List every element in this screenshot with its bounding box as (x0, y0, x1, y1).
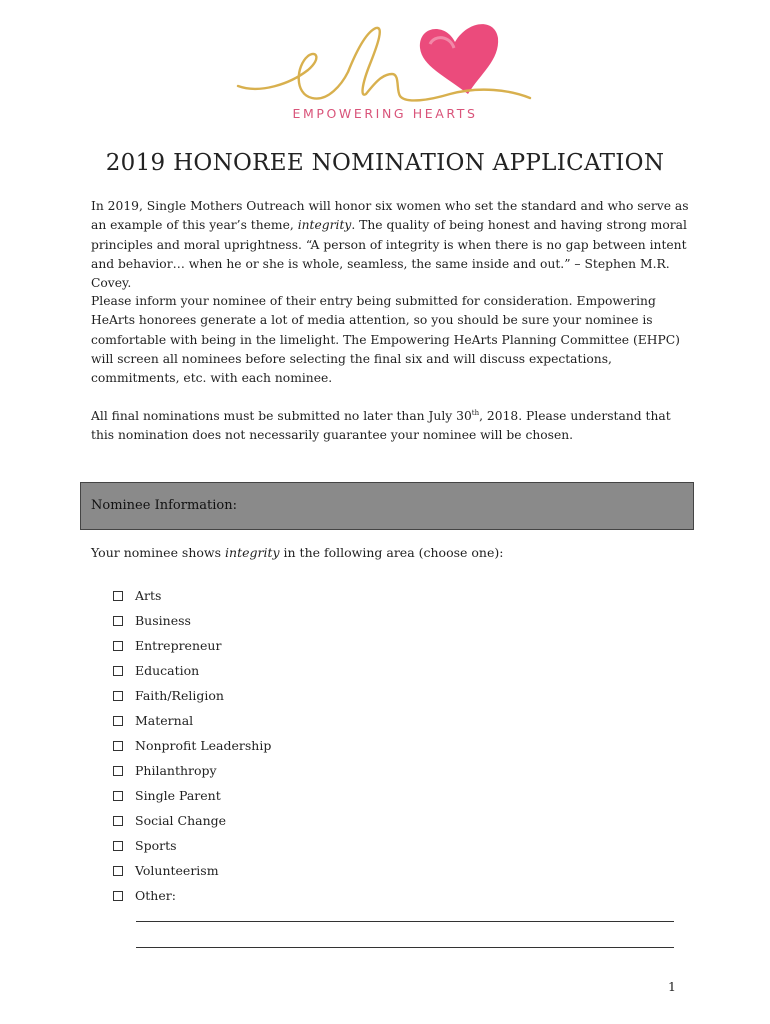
question-text: Your nominee shows (91, 545, 226, 560)
page-number: 1 (668, 979, 676, 994)
option-label: Entrepreneur (135, 638, 222, 653)
other-write-in-line[interactable] (136, 921, 674, 922)
checkbox[interactable] (113, 816, 123, 826)
checkbox[interactable] (113, 766, 123, 776)
page-title: 2019 HONOREE NOMINATION APPLICATION (105, 150, 665, 176)
deadline-text: All final nominations must be submitted no later than July 30 (91, 409, 472, 423)
area-options-list (113, 583, 271, 908)
checkbox[interactable] (113, 641, 123, 651)
checkbox[interactable] (113, 716, 123, 726)
intro-text: In 2019, Single Mothers Outreach will honor six women who set the standard and who serve as an example of this year’s theme, (91, 199, 689, 233)
intro-paragraph-2: Please inform your nominee of their entry being submitted for consideration. Empowering HeArts honorees generate a lot of media attention, so you should be sure your nominee is comfortable with being in the limelight. The Empowering HeArts Planning Committee (EHPC) will screen all nominees before selecting the final six and will discuss expectations, commitments, etc. with each nominee. (91, 294, 680, 386)
area-question (91, 545, 503, 560)
section-label: Nominee Information: (91, 498, 237, 513)
option-label: Business (135, 613, 191, 628)
checkbox[interactable] (113, 841, 123, 851)
option-label: Volunteerism (135, 863, 219, 878)
question-text: in the following area (choose one): (279, 545, 504, 560)
option-other[interactable] (113, 883, 271, 908)
option-volunteerism[interactable] (113, 858, 271, 883)
option-single-parent[interactable] (113, 783, 271, 808)
checkbox[interactable] (113, 666, 123, 676)
nominee-information-header (80, 482, 694, 530)
theme-word: integrity (297, 218, 352, 233)
intro-paragraph-3 (91, 407, 691, 446)
option-label: Other: (135, 888, 176, 903)
option-label: Faith/Religion (135, 688, 224, 703)
theme-word: integrity (225, 545, 280, 560)
option-business[interactable] (113, 608, 271, 633)
option-nonprofit-leadership[interactable] (113, 733, 271, 758)
intro-paragraph-1 (91, 197, 691, 293)
checkbox[interactable] (113, 591, 123, 601)
checkbox[interactable] (113, 616, 123, 626)
checkbox[interactable] (113, 741, 123, 751)
heart-icon (420, 24, 498, 94)
intro-text: . The quality of being honest and having strong moral principles and moral uprightness. “A person of integrity is when there is no gap between intent and behavior… when he or she is whole, seamless, the same inside and out.” – Stephen M.R. Covey. (91, 218, 687, 291)
option-label: Philanthropy (135, 763, 217, 778)
logo-tagline: EMPOWERING HEARTS (292, 106, 478, 121)
other-write-in-line[interactable] (136, 947, 674, 948)
option-label: Maternal (135, 713, 194, 728)
option-label: Social Change (135, 813, 227, 828)
option-label: Education (135, 663, 200, 678)
checkbox[interactable] (113, 691, 123, 701)
option-faith-religion[interactable] (113, 683, 271, 708)
option-label: Arts (135, 588, 162, 603)
checkbox[interactable] (113, 891, 123, 901)
option-label: Nonprofit Leadership (135, 738, 272, 753)
option-philanthropy[interactable] (113, 758, 271, 783)
option-maternal[interactable] (113, 708, 271, 733)
deadline-text: , 2018. Please understand that this nomination does not necessarily guarantee your nominee will be chosen. (91, 409, 671, 443)
option-sports[interactable] (113, 833, 271, 858)
option-label: Single Parent (135, 788, 221, 803)
option-label: Sports (135, 838, 177, 853)
ordinal-suffix: th (471, 409, 480, 417)
option-entrepreneur[interactable] (113, 633, 271, 658)
option-social-change[interactable] (113, 808, 271, 833)
checkbox[interactable] (113, 791, 123, 801)
checkbox[interactable] (113, 866, 123, 876)
option-arts[interactable] (113, 583, 271, 608)
option-education[interactable] (113, 658, 271, 683)
